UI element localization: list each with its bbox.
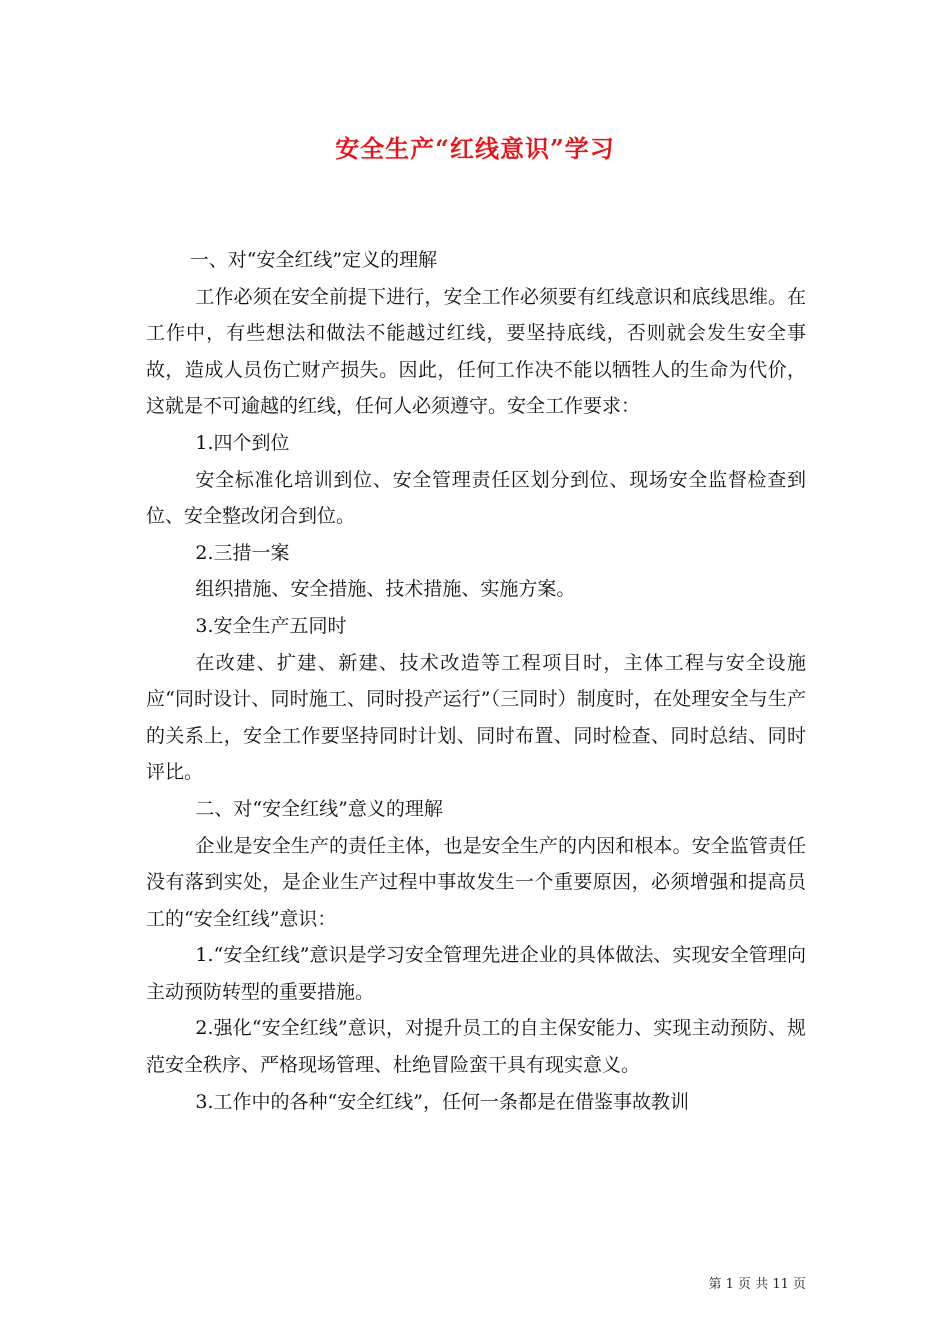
paragraph: 在改建、扩建、新建、技术改造等工程项目时，主体工程与安全设施应“同时设计、同时施工、同时投产运行”（三同时）制度时，在处理安全与生产的关系上，安全工作要坚持同时计划、同时布置、同时检查、同时总结、同时评比。 xyxy=(146,651,806,784)
paragraph: 3.工作中的各种“安全红线”，任何一条都是在借鉴事故教训 xyxy=(195,1090,689,1113)
section-heading: 二、对“安全红线”意义的理解 xyxy=(195,797,443,820)
page-number-footer: 第 1 页 共 11 页 xyxy=(708,1277,806,1292)
document-title: 安全生产“红线意识”学习 xyxy=(335,134,615,163)
paragraph: 2.强化“安全红线”意识，对提升员工的自主保安能力、实现主动预防、规范安全秩序、严格现场管理、杜绝冒险蛮干具有现实意义。 xyxy=(146,1017,806,1077)
list-item-heading: 3.安全生产五同时 xyxy=(195,614,347,637)
document-body xyxy=(146,242,806,1120)
section-heading: 一、对“安全红线”定义的理解 xyxy=(189,249,438,271)
paragraph: 组织措施、安全措施、技术措施、实施方案。 xyxy=(195,578,576,601)
paragraph: 1.“安全红线”意识是学习安全管理先进企业的具体做法、实现安全管理向主动预防转型的重要措施。 xyxy=(146,944,806,1003)
paragraph: 工作必须在安全前提下进行，安全工作必须要有红线意识和底线思维。在工作中，有些想法和做法不能越过红线，要坚持底线，否则就会发生安全事故，造成人员伤亡财产损失。因此，任何工作决不能以牺牲人的生命为代价，这就是不可逾越的红线，任何人必须遵守。安全工作要求： xyxy=(146,285,806,418)
list-item-heading: 2.三措一案 xyxy=(195,541,290,564)
paragraph: 安全标准化培训到位、安全管理责任区划分到位、现场安全监督检查到位、安全整改闭合到位。 xyxy=(146,468,806,528)
list-item-heading: 1.四个到位 xyxy=(195,431,290,454)
paragraph: 企业是安全生产的责任主体，也是安全生产的内因和根本。安全监管责任没有落到实处，是企业生产过程中事故发生一个重要原因，必须增强和提高员工的“安全红线”意识： xyxy=(146,834,806,930)
